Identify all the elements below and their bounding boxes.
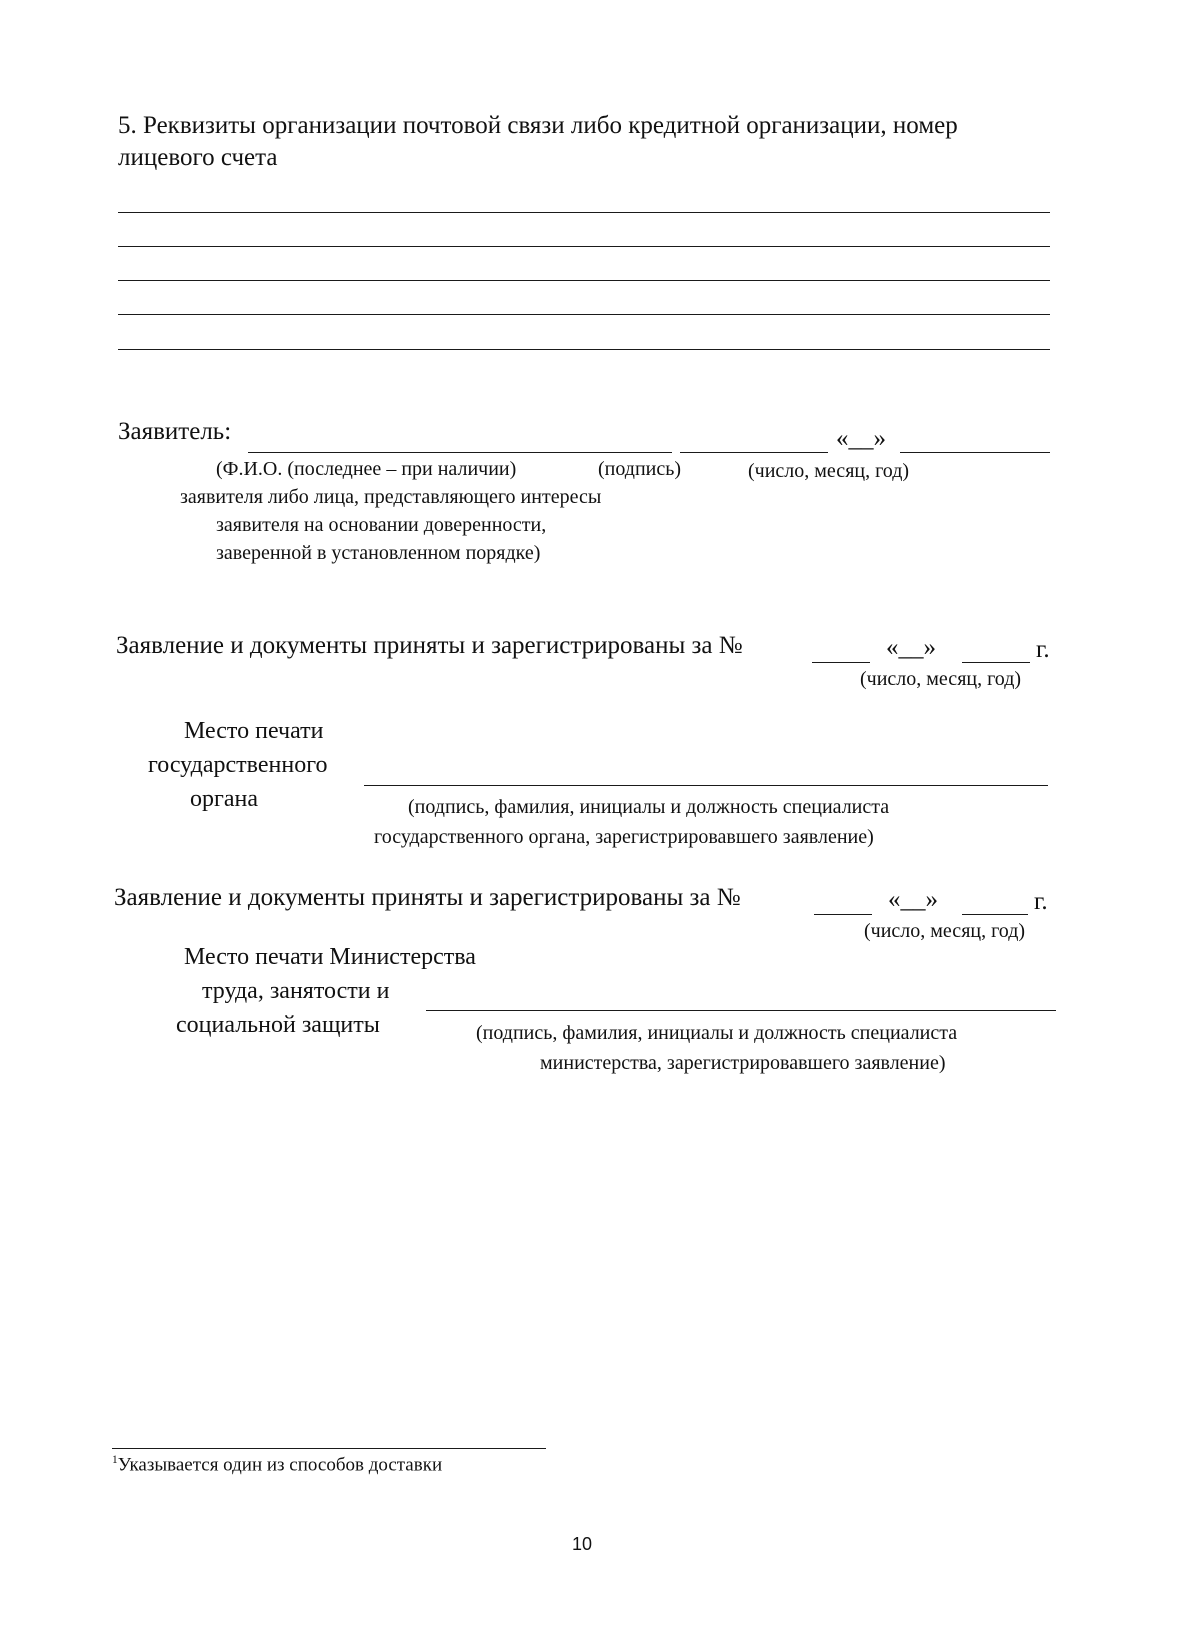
footnote-separator xyxy=(112,1448,546,1449)
registration1-stamp-line3: органа xyxy=(190,786,258,812)
registration2-sig-note-line2: министерства, зарегистрировавшего заявление) xyxy=(540,1052,946,1074)
fill-line-1[interactable] xyxy=(118,212,1050,213)
applicant-signature-field[interactable] xyxy=(680,452,828,453)
fill-line-5[interactable] xyxy=(118,349,1050,350)
registration2-signature-field[interactable] xyxy=(426,1010,1056,1011)
registration2-stamp-line3: социальной защиты xyxy=(176,1012,380,1038)
registration2-date-note: (число, месяц, год) xyxy=(864,920,1026,942)
applicant-date-field[interactable] xyxy=(900,452,1050,453)
registration2-number-field[interactable] xyxy=(814,914,872,915)
applicant-note-line3: заявителя на основании доверенности, xyxy=(216,514,547,536)
applicant-label: Заявитель: xyxy=(118,418,232,445)
registration1-stamp-line1: Место печати xyxy=(184,718,324,744)
registration2-text: Заявление и документы приняты и зарегистрированы за № xyxy=(114,884,741,911)
footnote-text: Указывается один из способов доставки xyxy=(117,1454,443,1476)
registration2-quotes: «__» xyxy=(888,886,938,913)
section5-heading-line1: 5. Реквизиты организации почтовой связи либо кредитной организации, номер xyxy=(118,112,958,139)
applicant-name-field[interactable] xyxy=(248,452,672,453)
applicant-note-line2: заявителя либо лица, представляющего интересы xyxy=(180,486,602,508)
registration1-year-suffix: г. xyxy=(1036,636,1050,663)
registration1-date-note: (число, месяц, год) xyxy=(860,668,1022,690)
registration1-signature-field[interactable] xyxy=(364,785,1048,786)
footnote xyxy=(112,1454,442,1476)
registration1-quotes: «__» xyxy=(886,634,936,661)
registration2-year-field[interactable] xyxy=(962,914,1028,915)
footnote-marker: 1 xyxy=(112,1454,118,1466)
page-number: 10 xyxy=(572,1534,593,1554)
registration1-year-field[interactable] xyxy=(962,662,1030,663)
registration1-text: Заявление и документы приняты и зарегистрированы за № xyxy=(116,632,743,659)
registration2-stamp-line1: Место печати Министерства xyxy=(184,944,476,970)
applicant-note-signature: (подпись) xyxy=(598,458,682,480)
applicant-note-fio: (Ф.И.О. (последнее – при наличии) xyxy=(216,458,517,480)
fill-line-2[interactable] xyxy=(118,246,1050,247)
fill-line-4[interactable] xyxy=(118,314,1050,315)
section5-heading-line2: лицевого счета xyxy=(118,144,278,171)
applicant-note-line4: заверенной в установленном порядке) xyxy=(216,542,541,564)
applicant-date-quotes: «__» xyxy=(836,425,886,452)
registration2-year-suffix: г. xyxy=(1034,888,1048,915)
registration1-stamp-line2: государственного xyxy=(148,752,328,778)
applicant-note-date: (число, месяц, год) xyxy=(748,460,910,482)
registration2-sig-note-line1: (подпись, фамилия, инициалы и должность специалиста xyxy=(476,1022,958,1044)
registration2-stamp-line2: труда, занятости и xyxy=(202,978,390,1004)
registration1-sig-note-line2: государственного органа, зарегистрировавшего заявление) xyxy=(374,826,874,848)
registration1-sig-note-line1: (подпись, фамилия, инициалы и должность специалиста xyxy=(408,796,890,818)
registration1-number-field[interactable] xyxy=(812,662,870,663)
fill-line-3[interactable] xyxy=(118,280,1050,281)
